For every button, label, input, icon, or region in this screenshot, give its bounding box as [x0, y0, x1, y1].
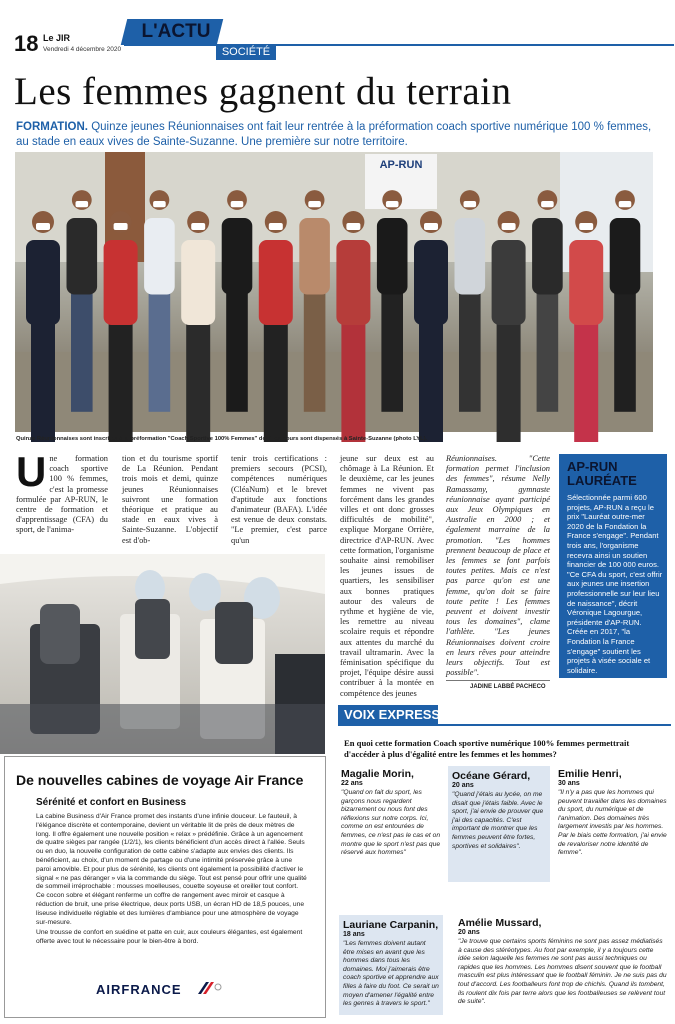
photo-person	[26, 211, 60, 442]
testimony-text: "Il n'y a pas que les hommes qui peuvent travailler dans les domaines du sport, du numérique et de l'animation. Des domaines très largement investis par les hommes. Par le biais cette formation, j'ai envie de revaloriser notre identité de femme".	[558, 789, 667, 857]
lead-keyword: FORMATION.	[16, 121, 88, 133]
column-1-text: ne formation coach sportive 100 % femmes, c'est la promesse formulée par AP-RUN, le centre de formation et d'apprentissage (CFA) du sport, de l'anima-	[16, 454, 108, 535]
photo-person	[532, 190, 563, 412]
testimony-name: Océane Gérard,	[452, 770, 531, 782]
testimony-name: Magalie Morin,	[341, 768, 414, 780]
photo-caption: Quinze Réunionnaises sont inscrites à la préformation "Coach Sportive 100% Femmes" dont les cours sont dispensés à Sainte-Suzanne (photo LYL).	[16, 436, 428, 442]
testimony-text: "Quand on fait du sport, les garçons nous regardent bizarrement ou nous font des réflexions sur notre corps. Ici, comme on est entourées de femmes, ce n'est pas le cas et on montre que le sport n'est pas que réservé aux hommes"	[341, 789, 441, 857]
airfrance-paragraph-1: La cabine Business d'Air France promet des instants d'une infinie douceur. Le fauteuil, à l'élégance discrète et contemporaine, devient un véritable lit de près de deux mètres de long. Il offre également une nouvelle position « relax » prédéfinie. Grâce à un agencement de quatre sièges par rangée (1/2/1), les clients bénéficient d'un accès direct à l'allée. Seuls ou en duo, la nouvelle configuration de cette cabine s'adapte aux envies des clients. Ils bénéficient, au choix, d'un moment de partage ou d'une intimité préservée grâce à une paroi amovible. Et pour plus de sérénité, les clients ont également la possibilité d'activer le signal « ne pas déranger » via la commande du siège. Tout est pensé pour offrir une qualité de sommeil irréprochable : mousses moelleuses, couette soyeuse et oreiller tout confort. Ce cocon sobre et élégant renferme un coffre de rangement avec miroir et casque à réduction de bruit, une prise électrique, deux ports USB, un écran HD de 18,5 pouces, une liseuse individuelle réglable et des lumières d'ambiance pour une atmosphère de voyage sur-mesure.	[36, 813, 307, 926]
cabin-illustration	[0, 554, 325, 754]
photo-person	[222, 190, 253, 412]
photo-person	[336, 211, 370, 442]
testimony-age: 20 ans	[458, 929, 480, 936]
page-number: 18	[14, 31, 39, 56]
article-column-3: tenir trois certifications : premiers secours (PCSI), compétences numériques (CléaNum) et le brevet d'aptitude aux fonctions d'animateur (BAFA). L'idée est venue de deux constats. "Le premier, c'est parce qu'un	[231, 454, 327, 545]
testimony-5	[456, 915, 669, 1015]
lead-text: Quinze jeunes Réunionnaises ont fait leur rentrée à la préformation coach sportive numérique 100 % femmes, au stade en eaux vives de Sainte-Suzanne. Une première sur notre territoire.	[16, 121, 652, 148]
section-label: SOCIÉTÉ	[221, 46, 271, 58]
voix-express-question: En quoi cette formation Coach sportive numérique 100% femmes permettrait d'accéder à plus d'égalité entre les femmes et les hommes?	[344, 738, 630, 759]
photo-person	[569, 211, 603, 442]
testimony-age: 20 ans	[452, 782, 474, 789]
article-signature: JADINE LABBÉ PACHECO	[470, 684, 546, 690]
rubric-label: L'ACTU	[141, 21, 211, 42]
testimony-age: 18 ans	[343, 931, 365, 938]
publication-name: Le JIR	[43, 33, 71, 43]
header-rule	[124, 44, 674, 46]
publication-date: Vendredi 4 décembre 2020	[43, 46, 122, 53]
photo-banner-text: AP-RUN	[379, 159, 423, 171]
voix-express-rule	[338, 724, 671, 726]
testimony-text: "Les femmes doivent autant être mises en avant que les hommes dans tous les domaines. Moi j'aimerais être coach sportive et apprendre aux filles à faire du foot. Ce serait un moyen d'amener l'égalité entre les genres à travers le sport."	[343, 940, 439, 1008]
voix-express-title: VOIX EXPRESS	[344, 707, 441, 722]
testimony-age: 30 ans	[558, 780, 580, 787]
testimony-name: Lauriane Carpanin,	[343, 919, 439, 931]
group-photo-illustration	[15, 152, 653, 432]
testimony-1	[339, 766, 443, 914]
testimony-name: Amélie Mussard,	[458, 917, 542, 929]
photo-person	[181, 211, 215, 442]
photo-person	[104, 211, 138, 442]
article-column-5: Réunionnaises. "Cette formation permet l'inclusion des femmes", résume Nelly Ramassamy, gymnaste réunionnaise ayant participé aux Jeux Olympiques en Australie en 2000 ; et également marraine de la promotion. "Les hommes prennent beaucoup de place et les femmes se font parfois toutes petites. Mais ce n'est pas parce qu'on est une femme, qu'on doit se faire toute petite ! Les femmes peuvent et doivent investir tous les domaines", clame l'athlète. "Les jeunes Réunionnaises doivent croire en leurs rêves pour atteindre leurs objectifs. Tout est possible".	[446, 454, 550, 678]
testimony-3	[556, 766, 669, 914]
testimony-4	[339, 915, 443, 1015]
group-photo	[15, 152, 653, 432]
photo-person	[377, 190, 408, 412]
testimony-text: "Quand j'étais au lycée, on me disait que j'étais faible. Avec le sport, j'ai envie de prouver que j'ai des capacités. C'est important de montrer que les femmes peuvent être fortes, sportives et solidaires".	[452, 791, 544, 850]
laureate-title: AP-RUN LAURÉATE	[567, 459, 637, 488]
photo-person	[144, 190, 175, 412]
cabin-photo	[0, 554, 325, 754]
airfrance-logo-icon	[196, 981, 222, 995]
laureate-text: Sélectionnée parmi 600 projets, AP-RUN a reçu le prix "Lauréat outre-mer 2020 de la Fondation la France s'engage". Pendant trois ans, l'organisme recevra ainsi un soutien financier de 100 000 euros. "Ce CFA du sport, c'est offrir aux jeunes une insertion professionnelle sur leur lieu de naissance", décrit Véronique Lagourgue, présidente d'AP-RUN. Créée en 2017, "la Fondation la France s'engage" soutient les projets à visée sociale et solidaire.	[567, 493, 663, 675]
photo-person	[414, 211, 448, 442]
photo-person	[299, 190, 330, 412]
article-lead	[16, 120, 666, 150]
photo-person	[259, 211, 293, 442]
article-column-4: jeune sur deux est au chômage à La Réunion. Et le deuxième, car les jeunes femmes ne vivent pas forcément dans les grandes villes et ont donc grosses difficultés de mobilité", explique Morgane Orrière, directrice d'AP-RUN. Avec cette formation, l'organisme souhaite ainsi remobiliser les jeunes issues de quartiers, les sensibiliser aux bonnes pratiques autour des valeurs de rythme et hygiène de vie, les remettre au niveau scolaire requis et répondre aux attentes du marché du travail ultramarin. Avec la féminisation spécifique du projet, l'équipe désire aussi contribuer à la montée en compétence des jeunes	[340, 454, 434, 698]
article-headline: Les femmes gagnent du terrain	[14, 70, 512, 113]
airfrance-logo-text: AIRFRANCE	[96, 982, 182, 997]
testimony-text: "Je trouve que certains sports féminins ne sont pas assez médiatisés à cause des stéréotypes. Au foot par exemple, il y a toujours cette idée selon laquelle les femmes ne sont pas aussi techniques ou rapides que les hommes. Les hommes disent souvent que le football masculin est plus intéressant que le football féminin. Je ne suis pas du tout d'accord. Les footballeurs font trop de chichis. Quand ils tombent, ils roulent dix fois par terre alors que les footballeuses se relèvent tout de suite".	[458, 938, 667, 1006]
photo-person	[455, 190, 486, 412]
testimony-2	[448, 766, 550, 882]
testimony-name: Emilie Henri,	[558, 768, 622, 780]
photo-person	[67, 190, 98, 412]
signature-rule	[446, 680, 550, 681]
photo-person	[492, 211, 526, 442]
testimony-age: 22 ans	[341, 780, 363, 787]
article-column-2: tion et du tourisme sportif de La Réunion. Pendant trois mois et demi, quinze jeunes Réunionnaises suivront une formation théorique et pratique au stade en eaux vives à Sainte-Suzanne. L'objectif est d'ob-	[122, 454, 218, 545]
airfrance-paragraph-2: Une trousse de confort en suédine et patte en cuir, aux couleurs élégantes, est également offerte avec tout le nécessaire pour le bien-être à bord.	[36, 929, 303, 946]
airfrance-title: De nouvelles cabines de voyage Air France	[16, 772, 304, 788]
drop-cap: U	[16, 448, 47, 495]
photo-person	[610, 190, 641, 412]
airfrance-text	[36, 813, 308, 947]
airfrance-subtitle: Sérénité et confort en Business	[36, 797, 187, 808]
